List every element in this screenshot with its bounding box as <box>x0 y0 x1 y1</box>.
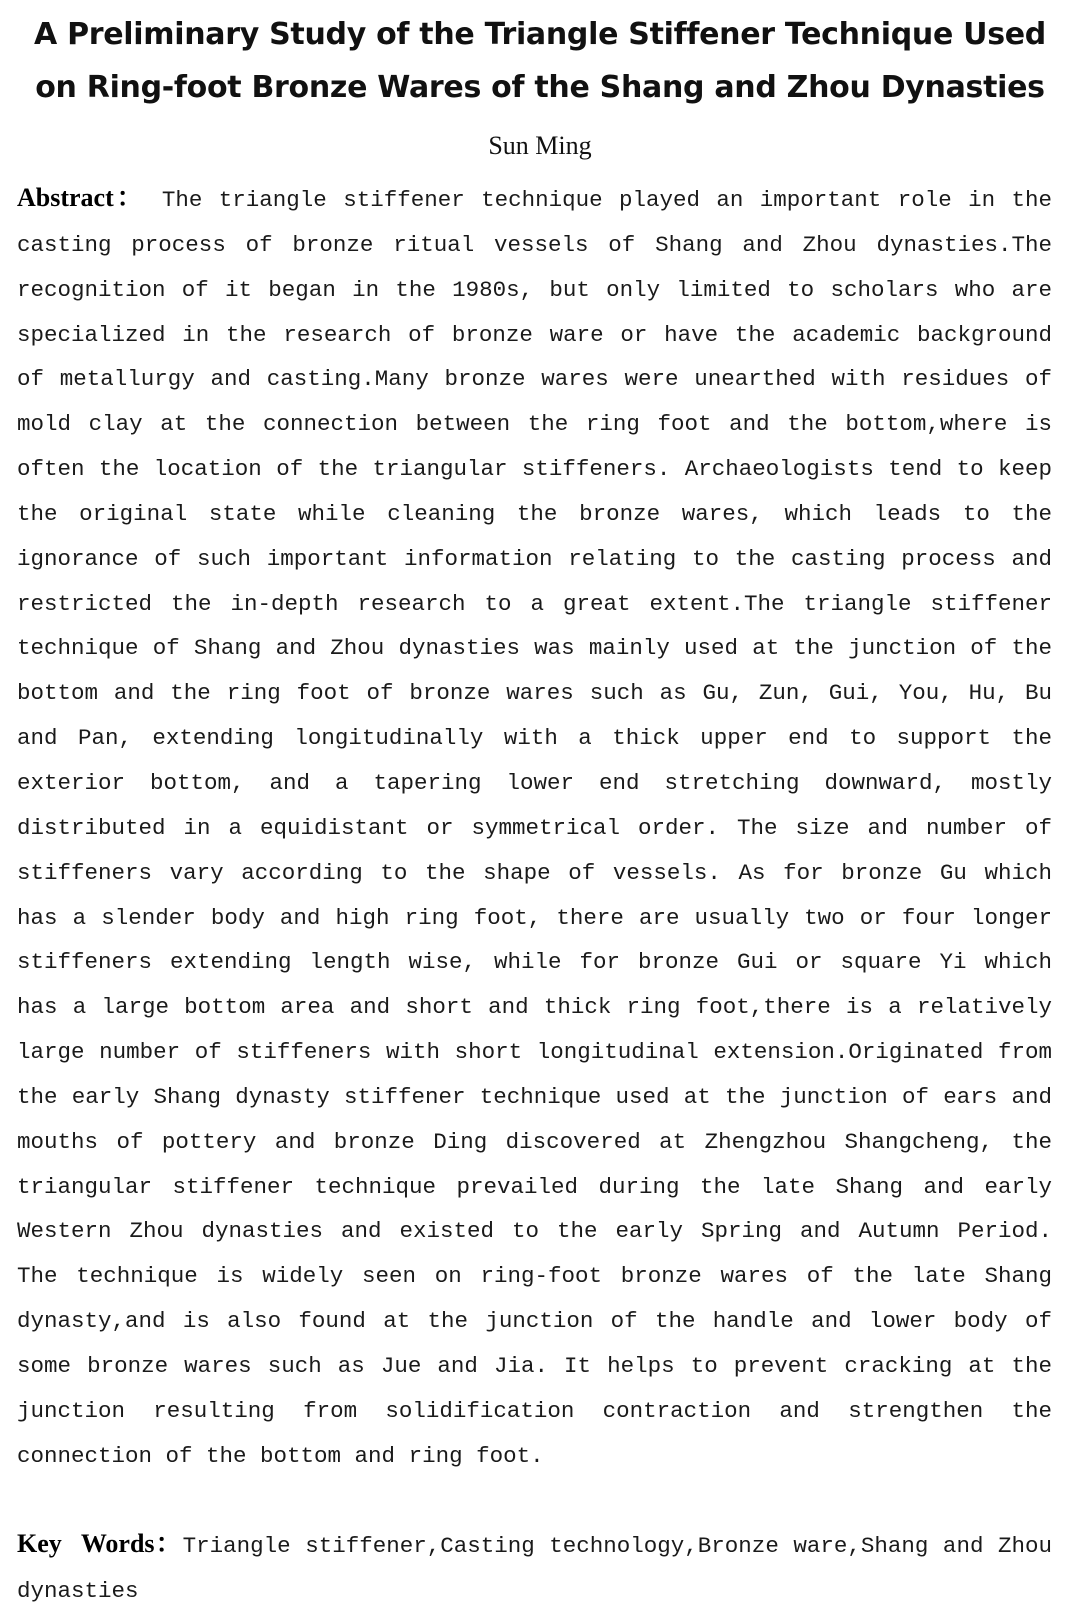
keywords-paragraph <box>0 1522 1080 1614</box>
abstract-label: Abstract： <box>17 183 146 212</box>
keywords-label: Key Words： <box>17 1529 183 1559</box>
paper-title: A Preliminary Study of the Triangle Stiffener Technique Used on Ring-foot Bronze Wares of the Shang and Zhou Dynasties <box>34 17 1046 105</box>
abstract-paragraph <box>0 176 1080 1478</box>
paper-author: Sun Ming <box>488 131 592 160</box>
keywords-text: Triangle stiffener,Casting technology,Bronze ware,Shang and Zhou dynasties <box>17 1533 1052 1605</box>
abstract-text: The triangle stiffener technique played an important role in the casting process of bronze ritual vessels of Shang and Zhou dynasties.The recognition of it began in the 1980s, but only limited to scholars who are specialized in the research of bronze ware or have the academic background of metallurgy and casting.Many bronze wares were unearthed with residues of mold clay at the connection between the ring foot and the bottom,where is often the location of the triangular stiffeners. Archaeologists tend to keep the original state while cleaning the bronze wares, which leads to the ignorance of such important information relating to the casting process and restricted the in-depth research to a great extent.The triangle stiffener technique of Shang and Zhou dynasties was mainly used at the junction of the bottom and the ring foot of bronze wares such as Gu, Zun, Gui, You, Hu, Bu and Pan, extending longitudinally with a thick upper end to support the exterior bottom, and a tapering lower end stretching downward, mostly distributed in a equidistant or symmetrical order. The size and number of stiffeners vary according to the shape of vessels. As for bronze Gu which has a slender body and high ring foot, there are usually two or four longer stiffeners extending length wise, while for bronze Gui or square Yi which has a large bottom area and short and thick ring foot,there is a relatively large number of stiffeners with short longitudinal extension.Originated from the early Shang dynasty stiffener technique used at the junction of ears and mouths of pottery and bronze Ding discovered at Zhengzhou Shangcheng, the triangular stiffener technique prevailed during the late Shang and early Western Zhou dynasties and existed to the early Spring and Autumn Period. The technique is widely seen on ring-foot bronze wares of the late Shang dynasty,and is also found at the junction of the handle and lower body of some bronze wares such as Jue and Jia. It helps to prevent cracking at the junction resulting from solidification contraction and strengthen the connection of the bottom and ring foot. <box>17 187 1052 1469</box>
